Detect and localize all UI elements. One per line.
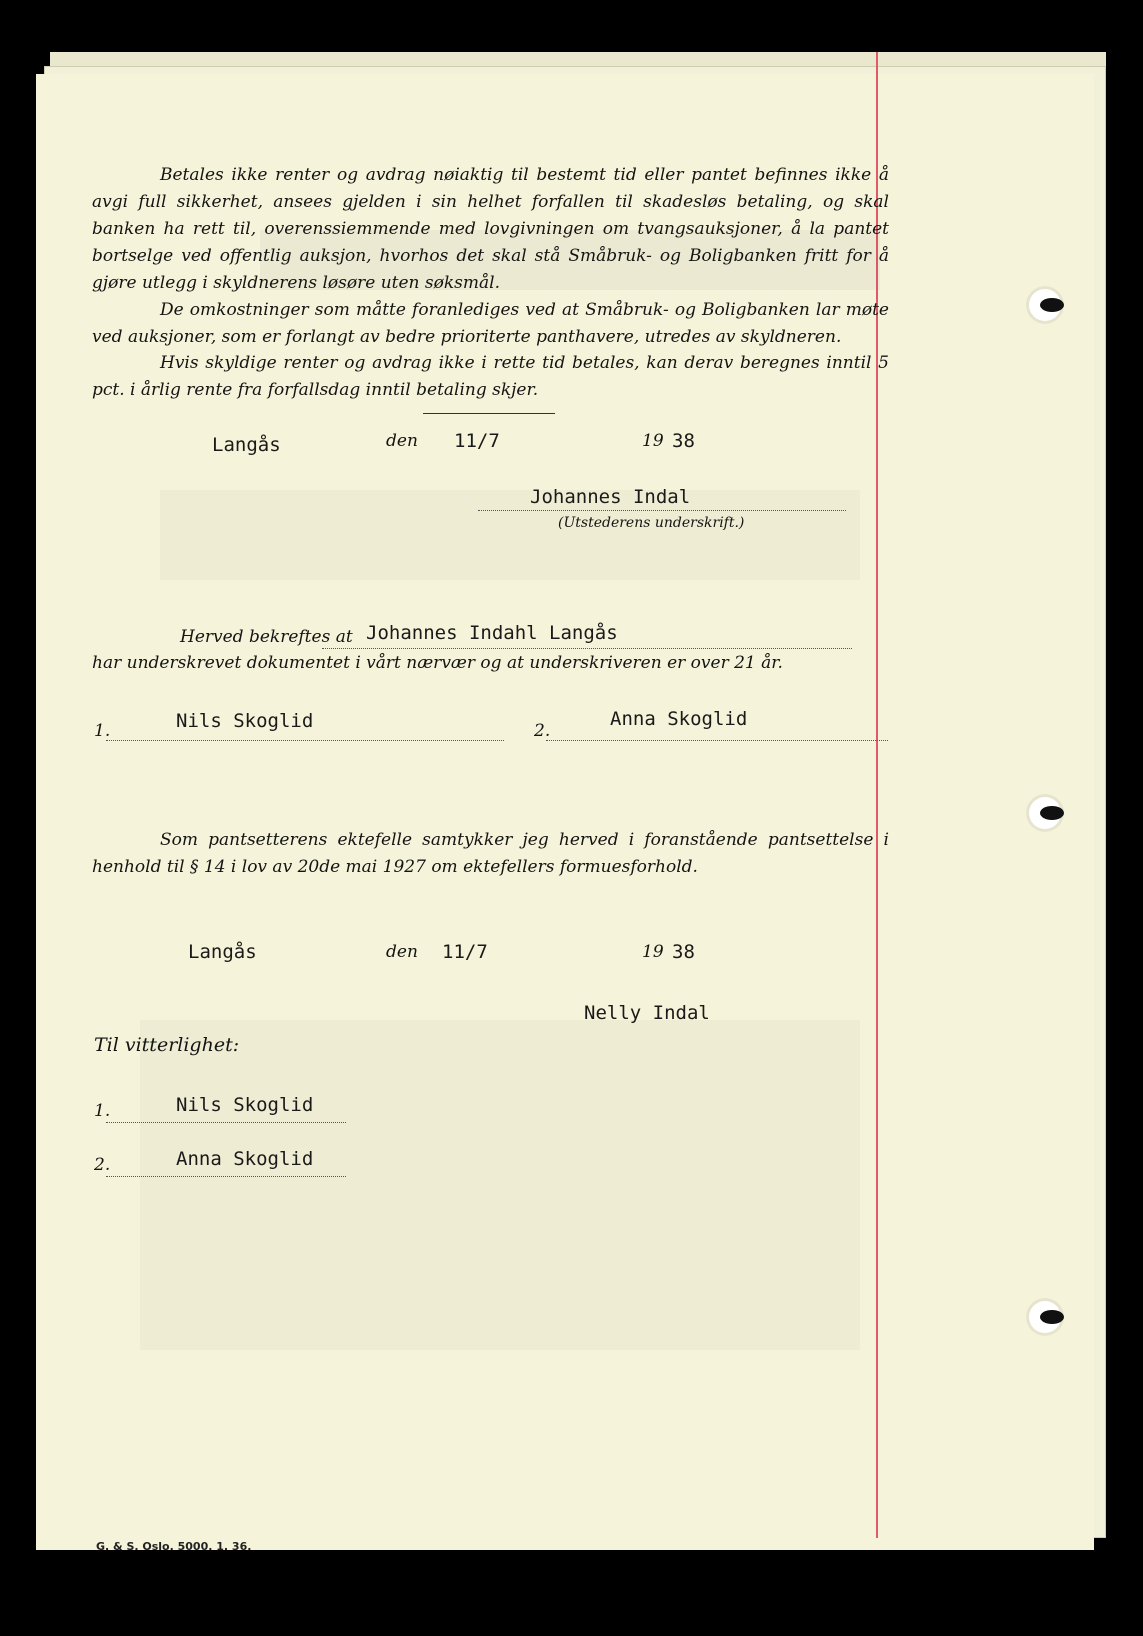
spouse-consent: Som pantsetterens ektefelle samtykker jeg herved i foranstående pantsettelse i henhold til § 14 i lov av 20de mai 1927 om ektefellers formuesforhold. [92, 830, 889, 877]
issuer-signature: Johannes Indal [530, 486, 691, 508]
witness-1-signature-2: Nils Skoglid [176, 1094, 314, 1116]
paragraph-interest: Hvis skyldige renter og avdrag ikke i rette tid betales, kan derav beregnes inntil 5 pct. i årlig rente fra forfallsdag inntil betaling skjer. [92, 353, 889, 400]
punch-hole [1026, 794, 1064, 832]
spouse-signature: Nelly Indal [584, 1002, 710, 1024]
witness-2-line [546, 740, 888, 741]
witness-1-line-2 [106, 1122, 346, 1123]
confirmation-text: har underskrevet dokumentet i vårt nærvær og at underskriveren er over 21 år. [92, 653, 783, 673]
printer-imprint: G. & S. Oslo. 5000. 1. 36. [96, 1540, 252, 1553]
confirmed-name: Johannes Indahl Langås [366, 622, 618, 644]
witness-2-signature-2: Anna Skoglid [176, 1148, 314, 1170]
witness-2-line-2 [106, 1176, 346, 1177]
paragraph-default-terms: Betales ikke renter og avdrag nøiaktig til bestemt tid eller pantet befinnes ikke å avgi full sikkerhet, ansees gjelden i sin helhet forfallen til skadesløs betaling, og skal banken ha rett til, overenssiemmende med lovgivningen om tvangsauksjoner, å la pantet bortselge ved offentlig auksjon, hvorhos det skal stå Småbruk- og Boligbanken fritt for å gjøre utlegg i skyldnerens løsøre uten søksmål. [92, 165, 889, 293]
punch-hole [1026, 286, 1064, 324]
year-suffix-2: 38 [672, 941, 695, 963]
punch-hole [1026, 1298, 1064, 1336]
date: 11/7 [454, 430, 500, 452]
name-line [322, 648, 852, 649]
bleed-through [140, 1020, 860, 1350]
den-label-2: den [386, 942, 418, 962]
witness-2-signature: Anna Skoglid [610, 708, 748, 730]
year-prefix-2: 19 [642, 942, 664, 962]
den-label: den [386, 431, 418, 451]
witness-2-number: 2. [534, 721, 551, 741]
witness-1-line [106, 740, 504, 741]
bleed-through [160, 490, 860, 580]
witness-heading: Til vitterlighet: [94, 1034, 240, 1056]
paragraph-auction-costs: De omkostninger som måtte foranlediges ved at Småbruk- og Boligbanken lar møte ved auksjoner, som er forlangt av bedre prioriterte panthavere, utredes av skyldneren. [92, 300, 889, 347]
witness-2-number-2: 2. [94, 1155, 111, 1175]
witness-1-number-2: 1. [94, 1101, 111, 1121]
confirmation-prefix: Herved bekreftes at [180, 627, 353, 647]
witness-1-signature: Nils Skoglid [176, 710, 314, 732]
signature-caption: (Utstederens underskrift.) [558, 515, 745, 531]
place: Langås [212, 434, 281, 456]
date-2: 11/7 [442, 941, 488, 963]
separator-line [423, 413, 555, 414]
witness-1-number: 1. [94, 721, 111, 741]
year-prefix: 19 [642, 431, 664, 451]
year-suffix: 38 [672, 430, 695, 452]
place-2: Langås [188, 941, 257, 963]
